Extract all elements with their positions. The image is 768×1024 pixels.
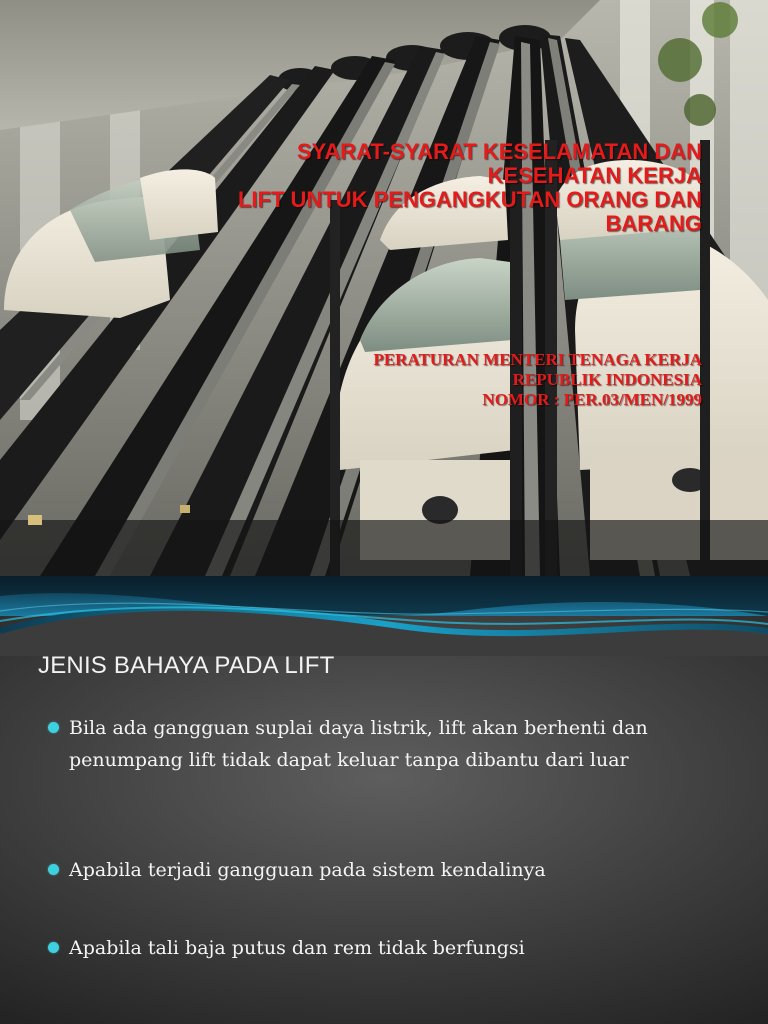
subtitle-line: NOMOR : PER.03/MEN/1999	[482, 390, 702, 409]
title-line: BARANG	[605, 211, 702, 236]
wave-banner	[0, 576, 768, 656]
bullet-icon	[48, 942, 59, 953]
content-slide	[0, 576, 768, 1024]
subtitle-line: PERATURAN MENTERI TENAGA KERJA	[373, 350, 702, 369]
bullet-text: Bila ada gangguan suplai daya listrik, lift akan berhenti dan penumpang lift tidak dapat keluar tanpa dibantu dari luar	[69, 717, 648, 771]
title-line: KESEHATAN KERJA	[487, 163, 702, 188]
bullet-item	[48, 932, 748, 964]
slide-subtitle	[162, 350, 702, 410]
slide-heading: JENIS BAHAYA PADA LIFT	[38, 652, 335, 679]
title-line: LIFT UNTUK PENGANGKUTAN ORANG DAN	[237, 187, 702, 212]
bullet-icon	[48, 722, 59, 733]
bullet-icon	[48, 864, 59, 875]
bullet-text: Apabila terjadi gangguan pada sistem kendalinya	[69, 859, 546, 881]
bullet-item	[48, 854, 748, 886]
subtitle-line: REPUBLIK INDONESIA	[512, 370, 702, 389]
title-line: SYARAT-SYARAT KESELAMATAN DAN	[297, 139, 702, 164]
bullet-item	[48, 712, 748, 776]
bullet-text: Apabila tali baja putus dan rem tidak berfungsi	[69, 937, 525, 959]
slide-title	[162, 140, 702, 236]
